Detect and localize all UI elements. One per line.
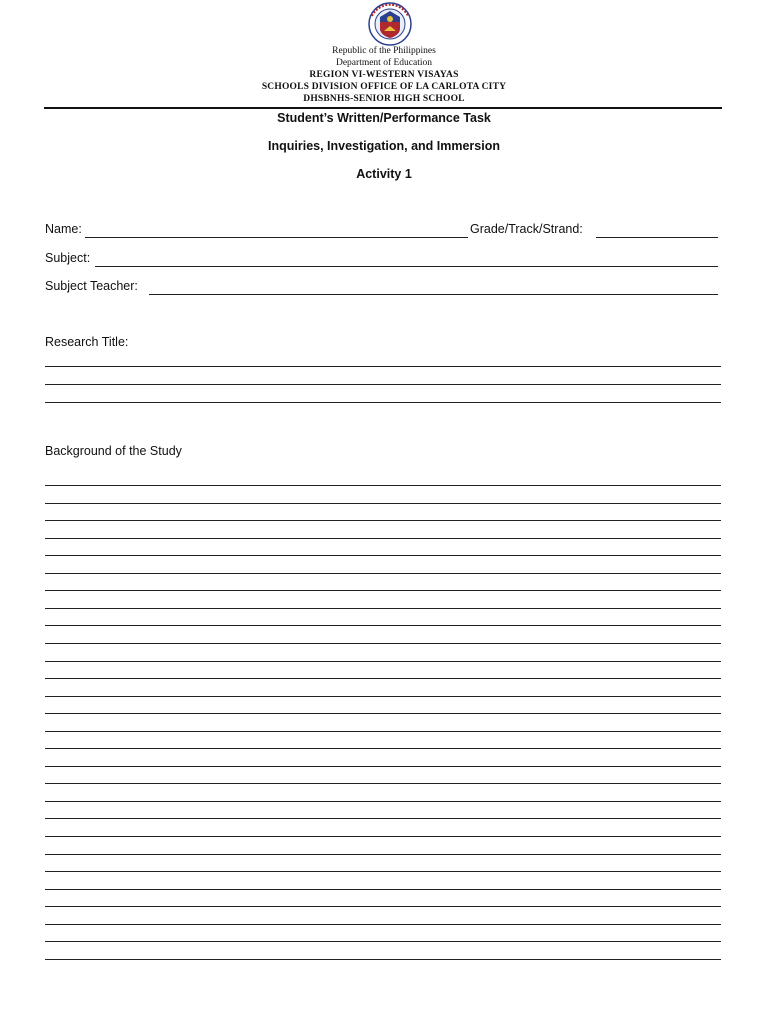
teacher-field[interactable] xyxy=(149,294,718,295)
background-line[interactable] xyxy=(45,661,721,662)
background-line[interactable] xyxy=(45,731,721,732)
background-line[interactable] xyxy=(45,608,721,609)
background-line[interactable] xyxy=(45,520,721,521)
background-line[interactable] xyxy=(45,713,721,714)
background-line[interactable] xyxy=(45,485,721,486)
grade-label: Grade/Track/Strand: xyxy=(470,222,583,236)
activity-title: Activity 1 xyxy=(356,167,412,181)
name-field[interactable] xyxy=(85,237,468,238)
subject-title: Inquiries, Investigation, and Immersion xyxy=(268,139,500,153)
background-line[interactable] xyxy=(45,783,721,784)
background-line[interactable] xyxy=(45,503,721,504)
background-line[interactable] xyxy=(45,678,721,679)
background-line[interactable] xyxy=(45,590,721,591)
background-line[interactable] xyxy=(45,818,721,819)
subject-field[interactable] xyxy=(95,266,718,267)
research-title-label: Research Title: xyxy=(45,335,129,349)
background-line[interactable] xyxy=(45,643,721,644)
background-line[interactable] xyxy=(45,889,721,890)
background-line[interactable] xyxy=(45,748,721,749)
background-line[interactable] xyxy=(45,959,721,960)
name-label: Name: xyxy=(45,222,82,236)
deped-seal-icon xyxy=(350,2,430,46)
research-title-line[interactable] xyxy=(45,402,721,403)
research-title-line[interactable] xyxy=(45,366,721,367)
background-line[interactable] xyxy=(45,538,721,539)
header-country: Republic of the Philippines xyxy=(332,46,436,56)
header-divider xyxy=(44,107,722,109)
research-title-line[interactable] xyxy=(45,384,721,385)
background-line[interactable] xyxy=(45,801,721,802)
background-line[interactable] xyxy=(45,924,721,925)
background-line[interactable] xyxy=(45,766,721,767)
background-line[interactable] xyxy=(45,696,721,697)
teacher-label: Subject Teacher: xyxy=(45,279,138,293)
header-school: DHSBNHS-SENIOR HIGH SCHOOL xyxy=(303,94,465,104)
grade-field[interactable] xyxy=(596,237,718,238)
background-line[interactable] xyxy=(45,854,721,855)
task-title: Student’s Written/Performance Task xyxy=(277,111,491,125)
background-line[interactable] xyxy=(45,906,721,907)
background-line[interactable] xyxy=(45,871,721,872)
header-region: REGION VI-WESTERN VISAYAS xyxy=(309,70,459,80)
header-division: SCHOOLS DIVISION OFFICE OF LA CARLOTA CITY xyxy=(261,82,507,92)
background-line[interactable] xyxy=(45,573,721,574)
background-line[interactable] xyxy=(45,941,721,942)
background-line[interactable] xyxy=(45,625,721,626)
background-label: Background of the Study xyxy=(45,444,182,458)
background-line[interactable] xyxy=(45,555,721,556)
background-line[interactable] xyxy=(45,836,721,837)
subject-label: Subject: xyxy=(45,251,91,265)
header-department: Department of Education xyxy=(335,58,433,68)
